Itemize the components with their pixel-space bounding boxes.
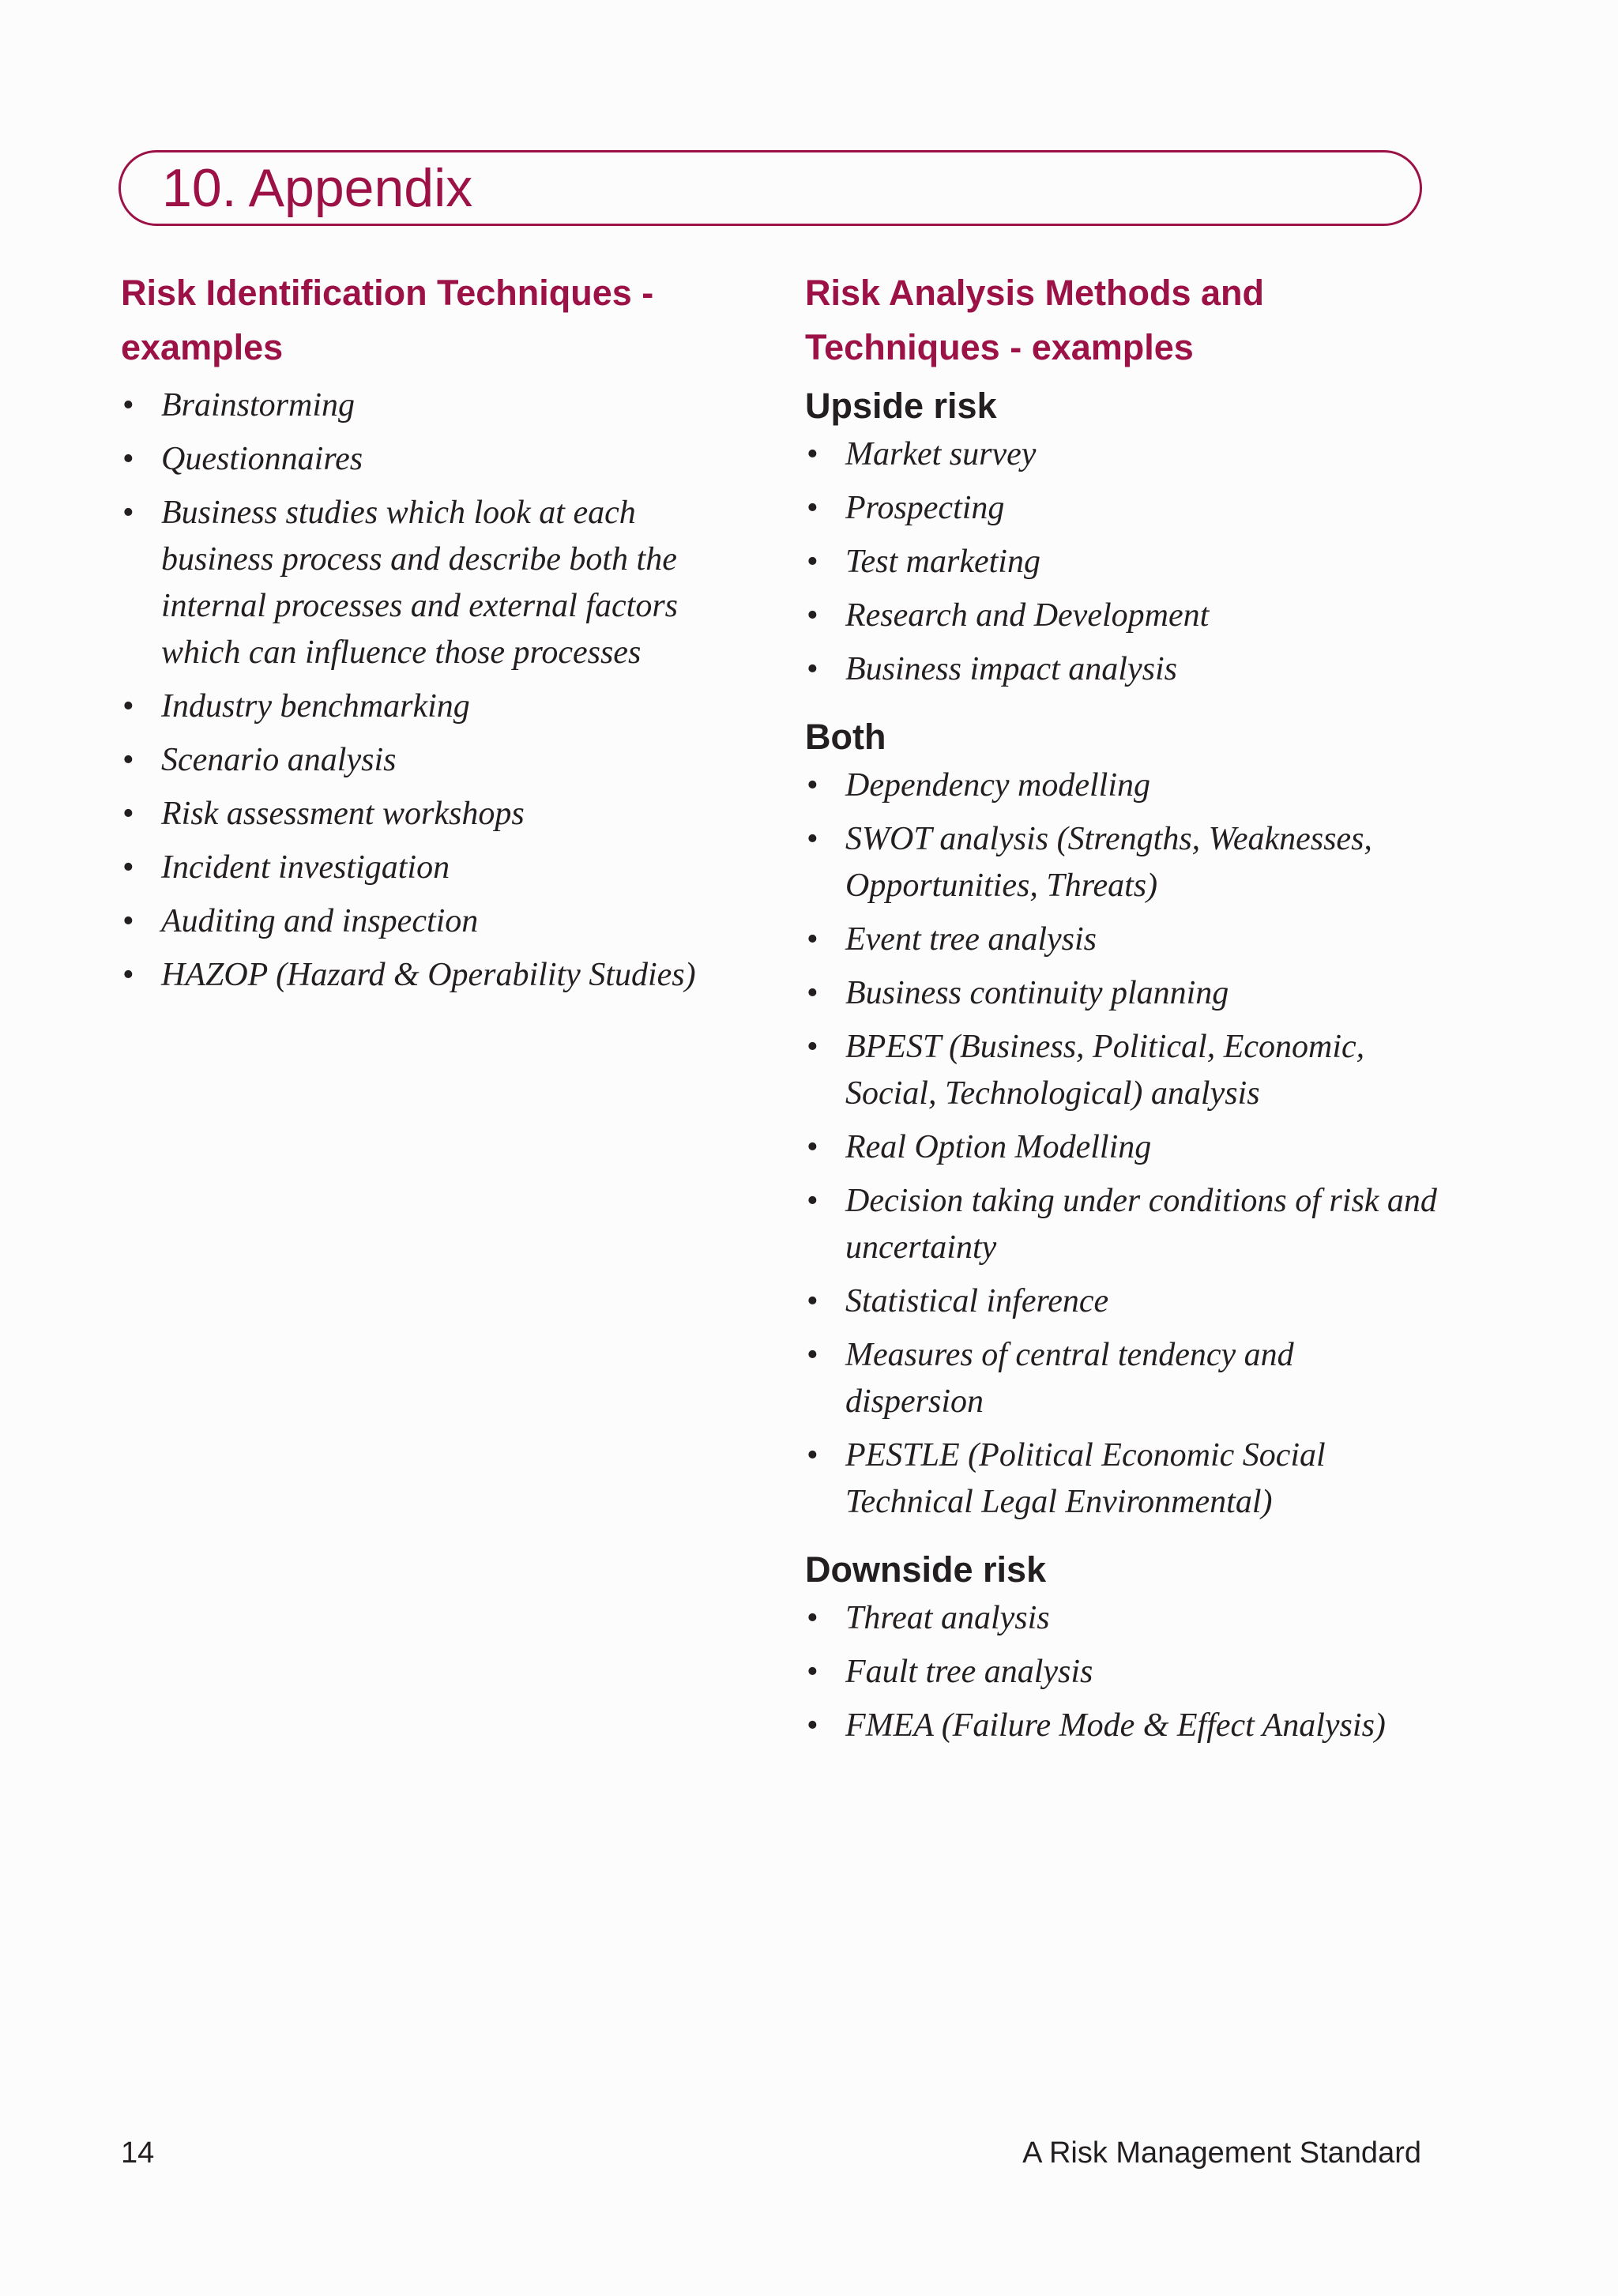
list-item-text: Measures of central tendency and dispersion	[845, 1337, 1294, 1420]
heading-line: Techniques - examples	[805, 327, 1194, 367]
list-item	[805, 1178, 1437, 1271]
list-item	[121, 737, 721, 784]
list-item	[121, 898, 721, 945]
list-item	[805, 1595, 1437, 1642]
risk-identification-heading	[121, 265, 721, 375]
list-item	[805, 593, 1437, 639]
bullet-icon: •	[807, 1129, 818, 1165]
list-item-text: Industry benchmarking	[161, 688, 470, 725]
bullet-icon: •	[807, 1707, 818, 1744]
list-item-text: Real Option Modelling	[845, 1129, 1152, 1165]
list-item	[805, 539, 1437, 585]
list-item	[805, 1278, 1437, 1325]
list-item	[805, 762, 1437, 809]
both-heading: Both	[805, 717, 886, 757]
list-item-text: SWOT analysis (Strengths, Weaknesses, Opportunities, Threats)	[845, 821, 1372, 904]
bullet-icon: •	[122, 903, 134, 939]
list-item-text: Dependency modelling	[845, 767, 1151, 804]
section-header-box	[119, 150, 1422, 226]
bullet-icon: •	[122, 957, 134, 993]
bullet-icon: •	[122, 387, 134, 423]
list-item-text: Business studies which look at each business process and describe both the internal processes and external factors which can influence those processes	[161, 495, 679, 671]
list-item-text: Prospecting	[845, 490, 1005, 526]
list-item	[805, 1649, 1437, 1696]
list-item	[805, 1703, 1437, 1749]
list-item	[805, 431, 1437, 478]
risk-analysis-heading	[805, 265, 1437, 375]
list-item	[121, 436, 721, 483]
bullet-icon: •	[122, 495, 134, 531]
list-item	[805, 1332, 1437, 1425]
heading-line: Risk Identification Techniques -	[121, 273, 654, 313]
risk-analysis-column	[805, 265, 1437, 1756]
list-item	[121, 845, 721, 891]
list-item-text: Market survey	[845, 436, 1037, 472]
bullet-icon: •	[807, 1029, 818, 1065]
bullet-icon: •	[807, 1654, 818, 1690]
bullet-icon: •	[807, 1283, 818, 1319]
list-item	[121, 683, 721, 730]
list-item-text: Questionnaires	[161, 441, 363, 477]
list-item-text: Business impact analysis	[845, 651, 1177, 687]
section-title: 10. Appendix	[162, 158, 473, 218]
list-item-text: Test marketing	[845, 544, 1040, 580]
list-item-text: Brainstorming	[161, 387, 356, 423]
list-item	[121, 791, 721, 837]
list-item	[805, 1024, 1437, 1117]
upside-risk-heading: Upside risk	[805, 386, 997, 426]
bullet-icon: •	[122, 688, 134, 725]
list-item-text: Research and Development	[845, 597, 1210, 634]
list-item	[121, 490, 721, 676]
list-item-text: Fault tree analysis	[845, 1654, 1093, 1690]
bullet-icon: •	[807, 975, 818, 1011]
bullet-icon: •	[807, 597, 818, 634]
bullet-icon: •	[807, 1337, 818, 1373]
bullet-icon: •	[807, 436, 818, 472]
upside-risk-list	[805, 431, 1437, 693]
list-item-text: Business continuity planning	[845, 975, 1229, 1011]
list-item	[805, 1432, 1437, 1526]
list-item	[805, 485, 1437, 532]
list-item-text: Decision taking under conditions of risk and uncertainty	[845, 1183, 1437, 1266]
list-item	[121, 382, 721, 429]
bullet-icon: •	[122, 796, 134, 832]
document-title: A Risk Management Standard	[1022, 2136, 1421, 2170]
list-item-text: Statistical inference	[845, 1283, 1109, 1319]
downside-risk-list	[805, 1595, 1437, 1749]
list-item	[805, 917, 1437, 963]
page-number: 14	[121, 2136, 155, 2170]
list-item-text: PESTLE (Political Economic Social Technical Legal Environmental)	[845, 1437, 1326, 1520]
bullet-icon: •	[807, 921, 818, 958]
bullet-icon: •	[122, 742, 134, 778]
bullet-icon: •	[807, 544, 818, 580]
list-item	[805, 816, 1437, 909]
list-item	[805, 970, 1437, 1017]
risk-identification-column	[121, 265, 721, 1006]
bullet-icon: •	[122, 441, 134, 477]
list-item-text: Threat analysis	[845, 1600, 1050, 1636]
list-item-text: HAZOP (Hazard & Operability Studies)	[161, 957, 696, 993]
bullet-icon: •	[807, 490, 818, 526]
both-list	[805, 762, 1437, 1526]
bullet-icon: •	[807, 1183, 818, 1219]
list-item	[805, 1124, 1437, 1171]
list-item-text: Auditing and inspection	[161, 903, 479, 939]
bullet-icon: •	[807, 1600, 818, 1636]
heading-line: Risk Analysis Methods and	[805, 273, 1264, 313]
bullet-icon: •	[807, 821, 818, 857]
risk-identification-list	[121, 382, 721, 999]
list-item-text: Scenario analysis	[161, 742, 397, 778]
bullet-icon: •	[122, 849, 134, 886]
list-item-text: BPEST (Business, Political, Economic, Social, Technological) analysis	[845, 1029, 1365, 1112]
list-item-text: Event tree analysis	[845, 921, 1097, 958]
list-item-text: FMEA (Failure Mode & Effect Analysis)	[845, 1707, 1386, 1744]
bullet-icon: •	[807, 1437, 818, 1474]
list-item-text: Incident investigation	[161, 849, 450, 886]
list-item	[805, 646, 1437, 693]
list-item-text: Risk assessment workshops	[161, 796, 525, 832]
downside-risk-heading: Downside risk	[805, 1549, 1047, 1590]
heading-line: examples	[121, 327, 284, 367]
list-item	[121, 952, 721, 999]
bullet-icon: •	[807, 767, 818, 804]
bullet-icon: •	[807, 651, 818, 687]
